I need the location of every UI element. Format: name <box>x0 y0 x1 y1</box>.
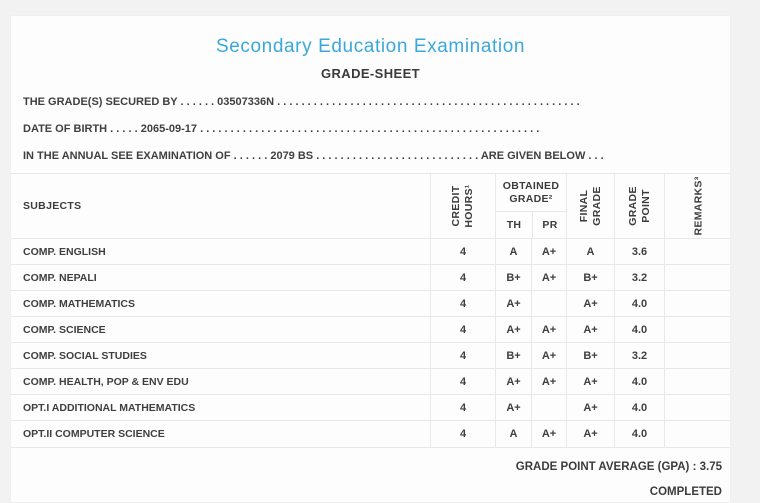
remarks-header <box>664 174 731 238</box>
gpa-label: GRADE POINT AVERAGE (GPA) : <box>515 461 697 473</box>
info-suffix: ARE GIVEN BELOW . . . <box>480 150 604 162</box>
obtained-grade-header-group <box>495 174 566 238</box>
info-label: THE GRADE(S) SECURED BY <box>23 96 178 108</box>
remarks-cell <box>664 395 731 420</box>
info-line-exam-year <box>23 143 730 170</box>
theory-subheader: TH <box>506 219 522 231</box>
credit-hours-cell: 4 <box>430 265 495 290</box>
dot-leader: . . . . . . <box>230 150 271 162</box>
credit-hours-cell: 4 <box>430 291 495 316</box>
remarks-cell <box>664 421 731 447</box>
table-row <box>11 395 731 421</box>
final-grade-header <box>566 174 614 238</box>
info-line-date-of-birth <box>23 116 730 143</box>
dot-leader: . . . . . . . . . . . . . . . . . . . . . . . . . . . . . . . . . . . . . . . . . . . . . . . . . . <box>274 96 580 108</box>
header-line: REMARKS³ <box>691 176 704 236</box>
remarks-cell <box>664 291 731 316</box>
info-label: IN THE ANNUAL SEE EXAMINATION OF <box>23 150 231 162</box>
dot-leader: . . . . . . . . . . . . . . . . . . . . . . . . . . . <box>313 150 481 162</box>
grade-table-header <box>11 174 731 239</box>
obtained-grade-subheaders <box>496 212 566 238</box>
credit-hours-cell: 4 <box>430 395 495 420</box>
grade-point-cell: 4.0 <box>614 369 664 394</box>
header-line: CREDIT <box>449 185 462 227</box>
candidate-info <box>23 89 730 170</box>
grade-point-cell: 4.0 <box>614 395 664 420</box>
table-row <box>11 343 731 369</box>
header-line: GRADE <box>590 186 603 226</box>
practical-grade-cell: A+ <box>531 343 566 368</box>
final-grade-cell: A+ <box>566 395 614 420</box>
theory-grade-cell: A+ <box>495 291 531 316</box>
subject-cell: OPT.II COMPUTER SCIENCE <box>23 428 165 440</box>
exam-year-value: 2079 BS <box>270 150 314 162</box>
subject-cell: COMP. SCIENCE <box>23 323 106 336</box>
dot-leader: . . . . . . . . . . . . . . . . . . . . . . . . . . . . . . . . . . . . . . . . . . . . . . . . . . . . . . . . <box>197 123 540 135</box>
subject-cell: OPT.I ADDITIONAL MATHEMATICS <box>23 401 196 414</box>
final-grade-cell: A <box>566 239 614 264</box>
final-grade-header-label <box>577 186 603 225</box>
practical-grade-cell: A+ <box>531 239 566 264</box>
remarks-cell <box>664 239 731 264</box>
credit-hours-cell: 4 <box>430 343 495 368</box>
subject-cell: COMP. NEPALI <box>23 271 97 284</box>
final-grade-cell: A+ <box>566 291 614 316</box>
info-label: DATE OF BIRTH <box>23 123 108 135</box>
remarks-cell <box>664 265 731 290</box>
table-row <box>11 291 731 317</box>
theory-grade-cell: B+ <box>495 265 531 290</box>
practical-grade-cell: A+ <box>531 317 566 342</box>
practical-grade-cell <box>531 291 566 316</box>
grade-sheet-card <box>10 15 731 503</box>
credit-hours-cell: 4 <box>430 239 495 264</box>
grade-table <box>11 173 731 448</box>
remarks-cell <box>664 369 731 394</box>
theory-grade-cell: A <box>495 421 531 447</box>
table-row <box>11 421 731 447</box>
theory-grade-cell: A+ <box>495 369 531 394</box>
credit-hours-cell: 4 <box>430 317 495 342</box>
final-grade-cell: A+ <box>566 421 614 447</box>
practical-grade-cell: A+ <box>531 369 566 394</box>
completion-status: COMPLETED <box>649 486 722 498</box>
credit-hours-header-label <box>450 184 476 227</box>
theory-grade-cell: B+ <box>495 343 531 368</box>
grade-point-cell: 4.0 <box>614 317 664 342</box>
table-row <box>11 369 731 395</box>
theory-grade-cell: A <box>495 239 531 264</box>
subjects-header-label: SUBJECTS <box>23 200 82 212</box>
theory-grade-cell: A+ <box>495 395 531 420</box>
practical-grade-cell: A+ <box>531 421 566 447</box>
student-symbol-number: 03507336N <box>217 96 275 108</box>
final-grade-cell: B+ <box>566 265 614 290</box>
header-line: GRADE <box>626 186 639 226</box>
header-line: FINAL <box>577 189 590 223</box>
table-row <box>11 265 731 291</box>
dot-leader: . . . . . <box>107 123 141 135</box>
header-line: HOURS¹ <box>463 184 475 228</box>
grade-sheet-subtitle: GRADE-SHEET <box>320 66 421 81</box>
practical-grade-cell <box>531 395 566 420</box>
grade-point-cell: 3.2 <box>614 265 664 290</box>
theory-grade-cell: A+ <box>495 317 531 342</box>
remarks-cell <box>664 343 731 368</box>
table-row <box>11 239 731 265</box>
subjects-header <box>11 174 430 238</box>
subject-cell: COMP. ENGLISH <box>23 245 106 258</box>
credit-hours-cell: 4 <box>430 421 495 447</box>
dot-leader: . . . . . . <box>177 96 218 108</box>
practical-grade-cell: A+ <box>531 265 566 290</box>
date-of-birth-value: 2065-09-17 <box>140 123 198 135</box>
subject-cell: COMP. HEALTH, POP & ENV EDU <box>23 375 189 388</box>
gpa-summary <box>11 456 730 478</box>
grade-point-cell: 3.6 <box>614 239 664 264</box>
grade-point-header <box>614 174 664 238</box>
subject-cell: COMP. SOCIAL STUDIES <box>23 349 147 362</box>
subject-cell: COMP. MATHEMATICS <box>23 297 135 310</box>
remarks-header-label <box>692 177 705 236</box>
remarks-cell <box>664 317 731 342</box>
grade-point-header-label <box>626 186 652 225</box>
obtained-grade-header: OBTAINED GRADE² <box>496 174 566 212</box>
final-grade-cell: A+ <box>566 369 614 394</box>
credit-hours-cell: 4 <box>430 369 495 394</box>
header-line: POINT <box>639 189 652 223</box>
table-row <box>11 317 731 343</box>
page-title: Secondary Education Examination <box>215 36 526 57</box>
final-grade-cell: A+ <box>566 317 614 342</box>
info-line-grades-secured-by <box>23 89 730 116</box>
credit-hours-header <box>430 174 495 238</box>
grade-point-cell: 4.0 <box>614 421 664 447</box>
practical-subheader: PR <box>532 212 567 238</box>
gpa-value: 3.75 <box>699 461 722 473</box>
grade-point-cell: 3.2 <box>614 343 664 368</box>
grade-point-cell: 4.0 <box>614 291 664 316</box>
final-grade-cell: B+ <box>566 343 614 368</box>
